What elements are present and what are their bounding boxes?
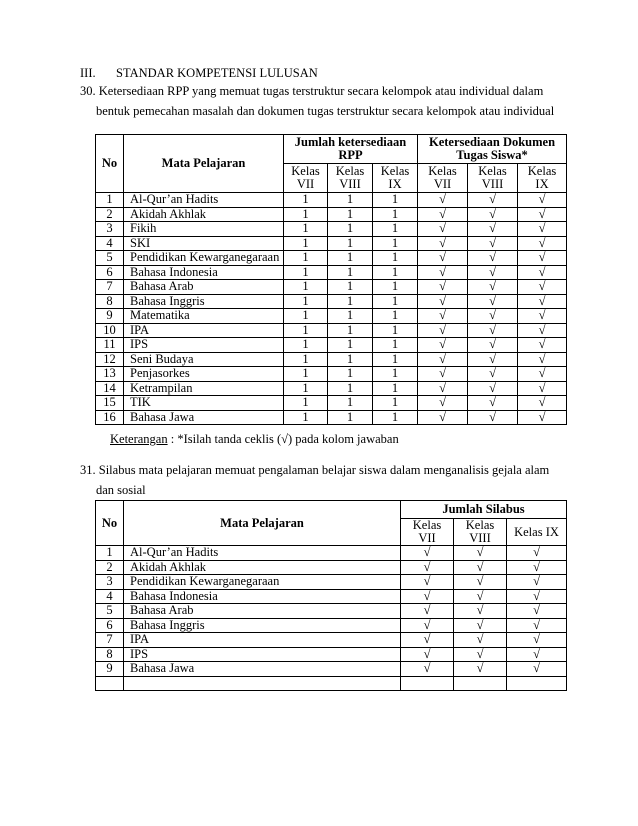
question-30-line-2: bentuk pemecahan masalah dan dokumen tugas terstruktur secara kelompok atau individual — [96, 104, 555, 118]
subject-name: Bahasa Arab — [124, 280, 284, 295]
empty-cell — [96, 676, 124, 691]
value-cell: √ — [468, 236, 518, 251]
value-cell: √ — [401, 546, 454, 561]
value-cell: √ — [454, 633, 507, 648]
value-cell: 1 — [373, 236, 418, 251]
value-cell: √ — [518, 410, 567, 425]
value-cell: 1 — [328, 381, 373, 396]
value-cell: √ — [418, 207, 468, 222]
value-cell: √ — [518, 367, 567, 382]
value-cell: √ — [418, 265, 468, 280]
row-number: 5 — [96, 251, 124, 266]
row-number: 6 — [96, 618, 124, 633]
value-cell: 1 — [373, 323, 418, 338]
value-cell: √ — [468, 207, 518, 222]
value-cell: 1 — [373, 367, 418, 382]
silabus-table — [95, 500, 567, 691]
header-kelas: Kelas VIII — [328, 164, 373, 193]
header-jumlah-silabus: Jumlah Silabus — [401, 501, 567, 519]
value-cell: 1 — [284, 338, 328, 353]
value-cell: 1 — [328, 207, 373, 222]
section-number: III. — [80, 66, 96, 80]
header-mata-pelajaran: Mata Pelajaran — [124, 501, 401, 546]
value-cell: √ — [507, 589, 567, 604]
value-cell: √ — [418, 338, 468, 353]
value-cell: √ — [468, 352, 518, 367]
value-cell: √ — [454, 647, 507, 662]
value-cell: √ — [468, 309, 518, 324]
value-cell: 1 — [328, 236, 373, 251]
header-kelas: Kelas IX — [518, 164, 567, 193]
subject-name: IPS — [124, 647, 401, 662]
table-row — [96, 265, 567, 280]
subject-name: Al-Qur’an Hadits — [124, 546, 401, 561]
subject-name: Al-Qur’an Hadits — [124, 193, 284, 208]
value-cell: √ — [418, 309, 468, 324]
row-number: 11 — [96, 338, 124, 353]
row-number: 10 — [96, 323, 124, 338]
value-cell: 1 — [328, 251, 373, 266]
empty-cell — [507, 676, 567, 691]
value-cell: √ — [468, 280, 518, 295]
value-cell: 1 — [373, 222, 418, 237]
value-cell: 1 — [328, 309, 373, 324]
value-cell: √ — [418, 410, 468, 425]
value-cell: √ — [507, 575, 567, 590]
value-cell: 1 — [328, 294, 373, 309]
row-number: 2 — [96, 560, 124, 575]
value-cell: √ — [507, 647, 567, 662]
table-body — [96, 546, 567, 691]
table-row — [96, 294, 567, 309]
note-label: Keterangan — [110, 432, 168, 446]
table-row — [96, 222, 567, 237]
table-row — [96, 546, 567, 561]
value-cell: 1 — [328, 367, 373, 382]
value-cell: 1 — [328, 396, 373, 411]
value-cell: √ — [518, 280, 567, 295]
value-cell: √ — [418, 280, 468, 295]
question-31-line-2: dan sosial — [96, 483, 146, 497]
subject-name: IPS — [124, 338, 284, 353]
value-cell: √ — [507, 546, 567, 561]
value-cell: √ — [401, 662, 454, 677]
value-cell: 1 — [284, 265, 328, 280]
value-cell: 1 — [284, 236, 328, 251]
value-cell: √ — [518, 222, 567, 237]
question-31-line-1: 31. Silabus mata pelajaran memuat pengalaman belajar siswa dalam menganalisis gejala alam — [80, 463, 550, 477]
value-cell: 1 — [284, 222, 328, 237]
value-cell: 1 — [284, 251, 328, 266]
value-cell: √ — [468, 410, 518, 425]
value-cell: √ — [454, 546, 507, 561]
row-number: 7 — [96, 633, 124, 648]
rpp-availability-table — [95, 134, 567, 425]
value-cell: √ — [418, 367, 468, 382]
table-row — [96, 618, 567, 633]
value-cell: 1 — [373, 410, 418, 425]
subject-name: IPA — [124, 633, 401, 648]
row-number: 2 — [96, 207, 124, 222]
section-title: STANDAR KOMPETENSI LULUSAN — [116, 66, 318, 80]
value-cell: √ — [468, 338, 518, 353]
table-row — [96, 280, 567, 295]
table-row — [96, 193, 567, 208]
header-kelas: Kelas VII — [284, 164, 328, 193]
note — [110, 432, 399, 447]
row-number: 9 — [96, 662, 124, 677]
subject-name: Fikih — [124, 222, 284, 237]
subject-name: Penjasorkes — [124, 367, 284, 382]
value-cell: 1 — [373, 294, 418, 309]
note-text: : *Isilah tanda ceklis (√) pada kolom jawaban — [167, 432, 399, 446]
subject-name: IPA — [124, 323, 284, 338]
value-cell: √ — [401, 633, 454, 648]
value-cell: 1 — [284, 280, 328, 295]
header-kelas: Kelas VIII — [468, 164, 518, 193]
value-cell: 1 — [284, 410, 328, 425]
header-kelas: Kelas IX — [373, 164, 418, 193]
table-row — [96, 604, 567, 619]
subject-name: Bahasa Inggris — [124, 294, 284, 309]
value-cell: √ — [454, 618, 507, 633]
row-number: 1 — [96, 546, 124, 561]
table-row — [96, 251, 567, 266]
value-cell: 1 — [373, 193, 418, 208]
empty-cell — [454, 676, 507, 691]
empty-row — [96, 676, 567, 691]
value-cell: √ — [468, 265, 518, 280]
header-kelas: Kelas VII — [401, 519, 454, 546]
value-cell: √ — [468, 367, 518, 382]
value-cell: 1 — [284, 323, 328, 338]
subject-name: Akidah Akhlak — [124, 207, 284, 222]
row-number: 14 — [96, 381, 124, 396]
table-row — [96, 367, 567, 382]
row-number: 13 — [96, 367, 124, 382]
subject-name: Bahasa Indonesia — [124, 589, 401, 604]
value-cell: √ — [401, 618, 454, 633]
value-cell: √ — [507, 604, 567, 619]
value-cell: √ — [518, 396, 567, 411]
row-number: 8 — [96, 647, 124, 662]
table-row — [96, 633, 567, 648]
value-cell: 1 — [373, 396, 418, 411]
subject-name: TIK — [124, 396, 284, 411]
table-row — [96, 647, 567, 662]
value-cell: √ — [518, 236, 567, 251]
header-no: No — [96, 135, 124, 193]
value-cell: 1 — [328, 265, 373, 280]
row-number: 3 — [96, 222, 124, 237]
value-cell: √ — [518, 265, 567, 280]
row-number: 8 — [96, 294, 124, 309]
value-cell: √ — [454, 604, 507, 619]
row-number: 3 — [96, 575, 124, 590]
subject-name: Bahasa Arab — [124, 604, 401, 619]
value-cell: √ — [518, 294, 567, 309]
table-row — [96, 323, 567, 338]
value-cell: √ — [518, 251, 567, 266]
empty-cell — [401, 676, 454, 691]
value-cell: √ — [518, 338, 567, 353]
value-cell: √ — [507, 618, 567, 633]
row-number: 7 — [96, 280, 124, 295]
value-cell: √ — [518, 323, 567, 338]
table-row — [96, 575, 567, 590]
row-number: 9 — [96, 309, 124, 324]
value-cell: √ — [418, 236, 468, 251]
value-cell: 1 — [284, 309, 328, 324]
value-cell: 1 — [284, 381, 328, 396]
value-cell: √ — [468, 193, 518, 208]
value-cell: √ — [454, 560, 507, 575]
table-row — [96, 381, 567, 396]
row-number: 4 — [96, 589, 124, 604]
table-row — [96, 662, 567, 677]
value-cell: √ — [468, 396, 518, 411]
value-cell: √ — [401, 589, 454, 604]
empty-cell — [124, 676, 401, 691]
value-cell: √ — [454, 589, 507, 604]
value-cell: 1 — [328, 323, 373, 338]
value-cell: 1 — [284, 352, 328, 367]
value-cell: √ — [518, 193, 567, 208]
value-cell: √ — [468, 323, 518, 338]
section-heading — [80, 66, 318, 81]
header-mata-pelajaran: Mata Pelajaran — [124, 135, 284, 193]
value-cell: √ — [454, 575, 507, 590]
header-jumlah-rpp: Jumlah ketersediaan RPP — [284, 135, 418, 164]
value-cell: √ — [518, 207, 567, 222]
table-row — [96, 589, 567, 604]
header-kelas: Kelas VII — [418, 164, 468, 193]
value-cell: 1 — [373, 265, 418, 280]
subject-name: Bahasa Inggris — [124, 618, 401, 633]
value-cell: √ — [418, 294, 468, 309]
value-cell: √ — [468, 222, 518, 237]
value-cell: √ — [518, 309, 567, 324]
table-row — [96, 236, 567, 251]
value-cell: √ — [468, 251, 518, 266]
table-row — [96, 410, 567, 425]
subject-name: Bahasa Indonesia — [124, 265, 284, 280]
subject-name: Akidah Akhlak — [124, 560, 401, 575]
value-cell: 1 — [373, 338, 418, 353]
value-cell: 1 — [328, 222, 373, 237]
value-cell: √ — [401, 647, 454, 662]
value-cell: √ — [418, 251, 468, 266]
value-cell: √ — [418, 323, 468, 338]
value-cell: √ — [468, 381, 518, 396]
value-cell: 1 — [284, 294, 328, 309]
table-row — [96, 352, 567, 367]
value-cell: 1 — [328, 338, 373, 353]
value-cell: 1 — [284, 193, 328, 208]
value-cell: √ — [418, 396, 468, 411]
table-row — [96, 207, 567, 222]
table-row — [96, 309, 567, 324]
value-cell: √ — [418, 222, 468, 237]
table-row — [96, 396, 567, 411]
table-body — [96, 193, 567, 425]
row-number: 4 — [96, 236, 124, 251]
table-row — [96, 560, 567, 575]
value-cell: √ — [468, 294, 518, 309]
value-cell: 1 — [328, 410, 373, 425]
value-cell: 1 — [373, 381, 418, 396]
row-number: 6 — [96, 265, 124, 280]
subject-name: Pendidikan Kewarganegaraan — [124, 251, 284, 266]
header-dokumen-tugas: Ketersediaan Dokumen Tugas Siswa* — [418, 135, 567, 164]
value-cell: √ — [401, 560, 454, 575]
value-cell: 1 — [284, 396, 328, 411]
subject-name: Bahasa Jawa — [124, 410, 284, 425]
value-cell: 1 — [328, 193, 373, 208]
question-30-line-1: 30. Ketersediaan RPP yang memuat tugas terstruktur secara kelompok atau individual dalam — [80, 84, 544, 98]
value-cell: √ — [518, 352, 567, 367]
subject-name: Pendidikan Kewarganegaraan — [124, 575, 401, 590]
value-cell: 1 — [373, 309, 418, 324]
value-cell: 1 — [373, 207, 418, 222]
value-cell: √ — [454, 662, 507, 677]
subject-name: Ketrampilan — [124, 381, 284, 396]
value-cell: 1 — [373, 280, 418, 295]
header-kelas: Kelas IX — [507, 519, 567, 546]
value-cell: 1 — [328, 352, 373, 367]
value-cell: 1 — [373, 352, 418, 367]
subject-name: Bahasa Jawa — [124, 662, 401, 677]
row-number: 15 — [96, 396, 124, 411]
value-cell: 1 — [284, 207, 328, 222]
subject-name: Seni Budaya — [124, 352, 284, 367]
subject-name: Matematika — [124, 309, 284, 324]
row-number: 16 — [96, 410, 124, 425]
value-cell: √ — [507, 633, 567, 648]
value-cell: 1 — [284, 367, 328, 382]
value-cell: √ — [418, 193, 468, 208]
row-number: 5 — [96, 604, 124, 619]
value-cell: √ — [518, 381, 567, 396]
value-cell: √ — [401, 604, 454, 619]
row-number: 1 — [96, 193, 124, 208]
value-cell: √ — [507, 662, 567, 677]
value-cell: 1 — [328, 280, 373, 295]
value-cell: 1 — [373, 251, 418, 266]
value-cell: √ — [507, 560, 567, 575]
value-cell: √ — [401, 575, 454, 590]
header-kelas: Kelas VIII — [454, 519, 507, 546]
value-cell: √ — [418, 381, 468, 396]
header-no: No — [96, 501, 124, 546]
table-row — [96, 338, 567, 353]
subject-name: SKI — [124, 236, 284, 251]
row-number: 12 — [96, 352, 124, 367]
value-cell: √ — [418, 352, 468, 367]
